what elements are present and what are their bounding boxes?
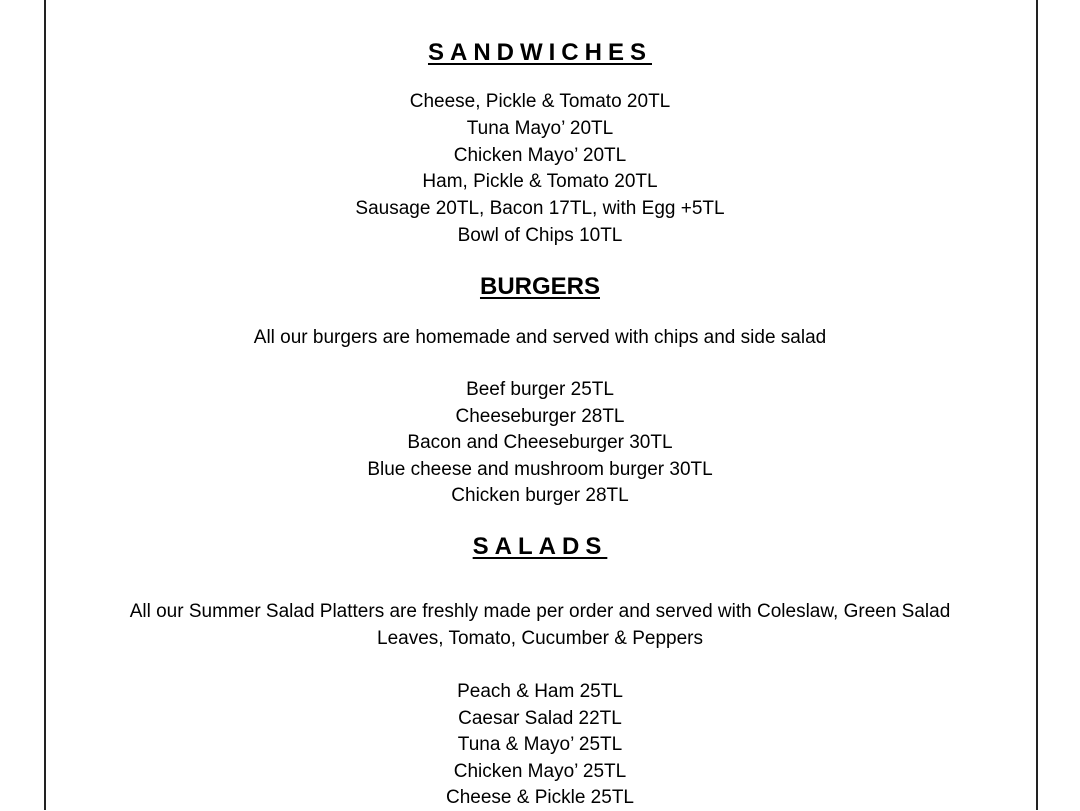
menu-item: Bowl of Chips 10TL <box>457 225 623 246</box>
salads-intro-line-1: All our Summer Salad Platters are freshly made per order and served with Coleslaw, Green Salad <box>129 601 951 622</box>
menu-item: Beef burger 25TL <box>466 379 614 400</box>
menu-item: Tuna & Mayo’ 25TL <box>457 734 623 755</box>
salads-intro-line-2: Leaves, Tomato, Cucumber & Peppers <box>377 628 703 649</box>
burgers-heading: BURGERS <box>479 273 600 300</box>
menu-item: Chicken Mayo’ 25TL <box>453 761 627 782</box>
menu-item: Bacon and Cheeseburger 30TL <box>407 432 673 453</box>
menu-item: Chicken burger 28TL <box>451 485 629 506</box>
menu-item: Caesar Salad 22TL <box>458 708 622 729</box>
menu-item: Cheese, Pickle & Tomato 20TL <box>409 91 671 112</box>
menu-item: Cheeseburger 28TL <box>455 406 625 427</box>
menu-item: Ham, Pickle & Tomato 20TL <box>422 171 658 192</box>
menu-item: Tuna Mayo’ 20TL <box>466 118 614 139</box>
sandwiches-heading: SANDWICHES <box>427 39 652 66</box>
menu-item: Chicken Mayo’ 20TL <box>453 145 627 166</box>
burgers-intro: All our burgers are homemade and served with chips and side salad <box>253 327 827 348</box>
menu-item: Peach & Ham 25TL <box>457 681 623 702</box>
menu-item: Cheese & Pickle 25TL <box>446 787 634 808</box>
menu-item: Sausage 20TL, Bacon 17TL, with Egg +5TL <box>355 198 725 219</box>
menu-item: Blue cheese and mushroom burger 30TL <box>367 459 713 480</box>
salads-heading: SALADS <box>472 533 608 560</box>
